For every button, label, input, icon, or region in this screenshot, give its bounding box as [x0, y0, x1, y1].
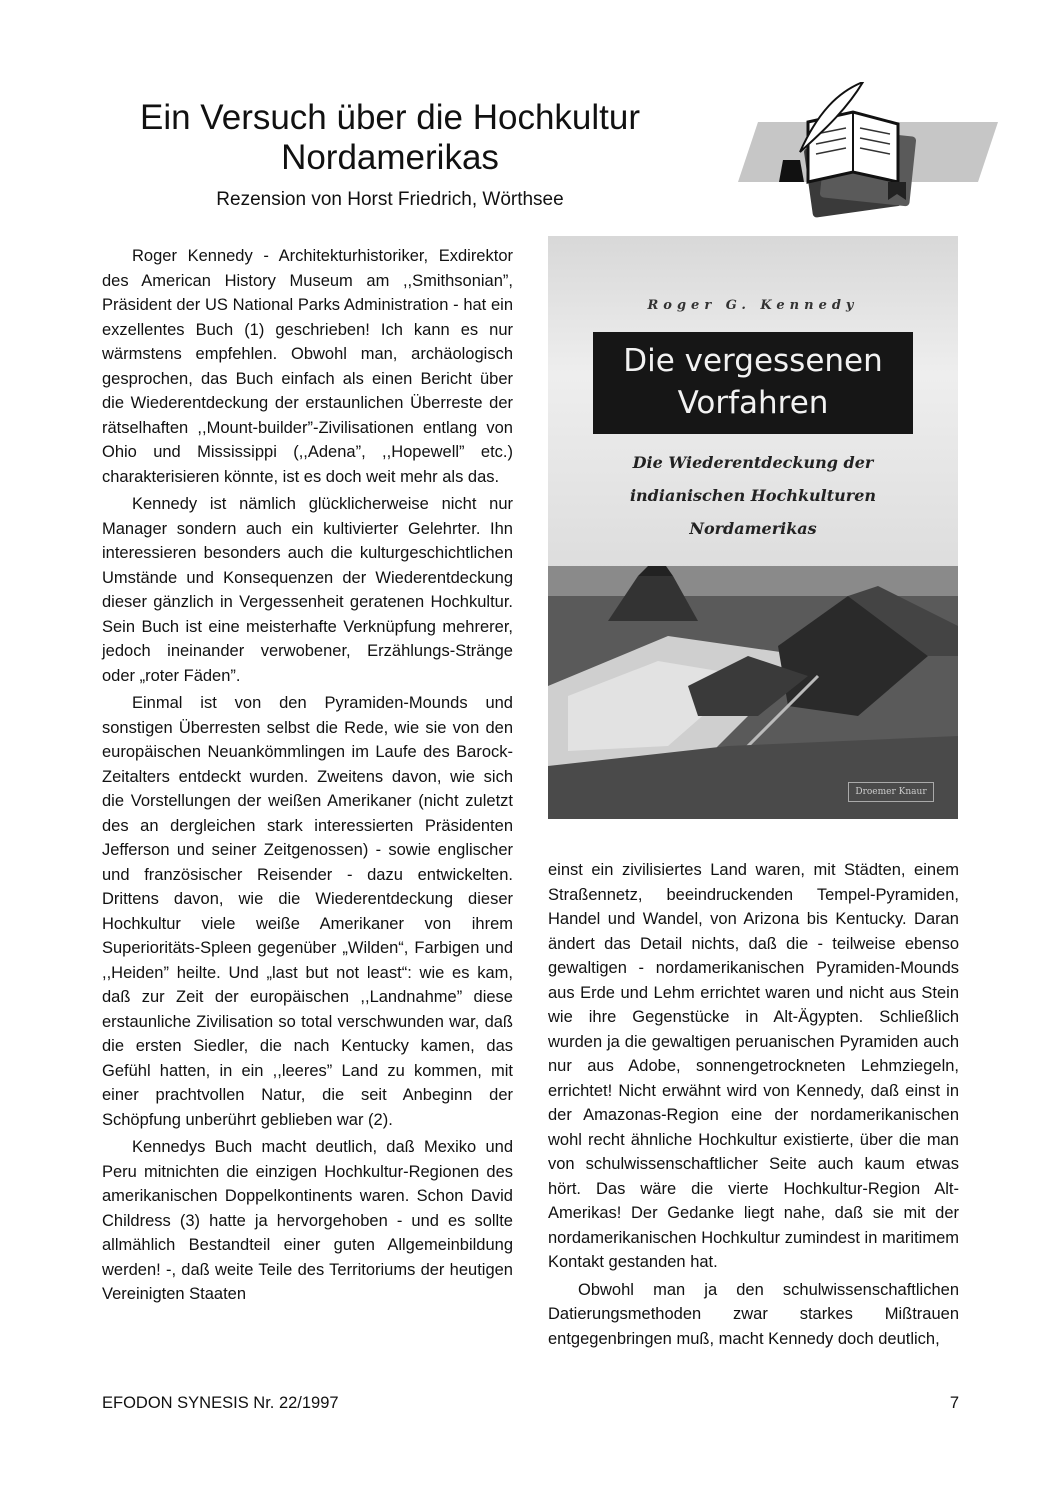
footer-publication: EFODON SYNESIS Nr. 22/1997 — [102, 1394, 339, 1412]
cover-subtitle-line: indianischen Hochkulturen — [629, 486, 877, 505]
cover-subtitle-line: Nordamerikas — [689, 519, 817, 538]
page-number: 7 — [949, 1394, 959, 1412]
paragraph-6: Obwohl man ja den schulwissenschaftlichen Datierungsmethoden zwar starkes Mißtrauen entgegenbringen muß, macht Kennedy doch deutlich, — [548, 1280, 959, 1348]
quill-and-book-icon — [738, 82, 998, 222]
article-subtitle: Rezension von Horst Friedrich, Wörthsee — [216, 189, 564, 210]
book-cover-image — [548, 236, 958, 819]
cover-title-box — [593, 332, 913, 434]
paragraph-1: Roger Kennedy - Architekturhistoriker, Exdirektor des American History Museum am ,,Smithsonian”, Präsident der US National Parks Administration - hat ein exzellentes Buch (1) geschrieben! Ich kann es nur wärmstens empfehlen. Obwohl man, archäologisch gesprochen, das Buch einfach als einen Bericht über die Wiederentdeckung der erstaunlichen Überreste der rätselhaften ,,Mount-builder”-Zivilisationen entlang von Ohio und Mississippi (,,Adena”, ,,Hopewell” etc.) charakterisieren könnte, ist es doch weit mehr als das. — [102, 247, 513, 486]
paragraph-5: einst ein zivilisiertes Land waren, mit Städten, einem Straßennetz, beeindruckenden Tempel-Pyramiden, Handel und Wandel, von Arizona bis Kentucky. Daran ändert das Detail nichts, daß die - teilweise ebenso gewaltigen - nordamerikanischen Pyramiden-Mounds aus Erde und Lehm errichtet waren und nicht aus Stein wie ihre Gegenstücke in Alt-Ägypten. Schließlich wurden ja die gewaltigen peruanischen Pyramiden auch nur aus Adobe, sonnengetrockneten Lehmziegeln, errichtet! Nicht erwähnt wird von Kennedy, daß einst in der Amazonas-Region eine der nordamerikanischen wohl recht ähnliche Hochkultur existierte, über die man von schulwissenschaftlicher Seite auch kaum etwas hört. Das wäre die vierte Hochkultur-Region Alt-Amerikas! Der Gedanke liegt nahe, daß sie mit der nordamerikanischen Hochkultur zumindest in maritimem Kontakt gestanden hat. — [548, 861, 959, 1271]
right-column — [548, 858, 959, 1354]
cover-subtitle-line: Die Wiederentdeckung der — [632, 453, 874, 472]
paragraph-4: Kennedys Buch macht deutlich, daß Mexiko und Peru mitnichten die einzigen Hochkultur-Regionen des amerikanischen Doppelkontinents waren. Schon David Childress (3) hatte ja hervorgehoben - und es sollte allmählich Bestandteil einer guten Allgemeinbildung werden! -, daß weite Teile des Territoriums der heutigen Vereinigten Staaten — [102, 1138, 513, 1303]
cover-author: Roger G. Kennedy — [647, 298, 859, 313]
paragraph-2: Kennedy ist nämlich glücklicherweise nicht nur Manager sondern auch ein kultivierter Gelehrter. Ihn interessieren besonders auch die kulturgeschichtlichen Umstände und Konsequenzen der Wiederentdeckung dieser gänzlich in Vergessenheit geratenen Hochkultur. Sein Buch ist eine meisterhafte Verknüpfung mehrerer, jedoch ineinander verwobener, Erzählungs-Stränge oder „roter Fäden”. — [102, 495, 513, 685]
cover-title-line: Die vergessenen — [623, 343, 883, 379]
paragraph-3: Einmal ist von den Pyramiden-Mounds und sonstigen Überresten selbst die Rede, wie sie von den europäischen Neuankömmlingen im Laufe des Barock-Zeitalters entdeckt wurden. Zweitens davon, wie sich die Vorstellungen der weißen Amerikaner (nicht zuletzt des an dergleichen stark interessierten Präsidenten Jefferson und seiner Zeitgenossen) - sowie englischer und französischer Reisender - dazu entwickelten. Drittens davon, wie die Wiederentdeckung dieser Hochkultur viele weiße Amerikaner von ihrem Superioritäts-Spleen gegenüber „Wilden“, Farbigen und ,,Heiden” heilte. Und „last but not least“: wie es kam, daß zur Zeit der europäischen ,,Landnahme” diese erstaunliche Zivilisation so total verschwunden war, daß die ersten Siedler, die nach Kentucky kamen, das Gefühl hatten, in ein ,,leeres” Land zu kommen, mit einer prachtvollen Natur, die seit Anbeginn der Schöpfung unberührt geblieben war (2). — [102, 694, 513, 1129]
cover-title-line: Vorfahren — [677, 385, 829, 421]
cover-publisher: Droemer Knaur — [848, 782, 934, 802]
article-title: Ein Versuch über die Hochkultur Nordamerikas — [140, 98, 640, 177]
cover-subtitle — [548, 446, 958, 545]
left-column — [102, 244, 513, 1310]
